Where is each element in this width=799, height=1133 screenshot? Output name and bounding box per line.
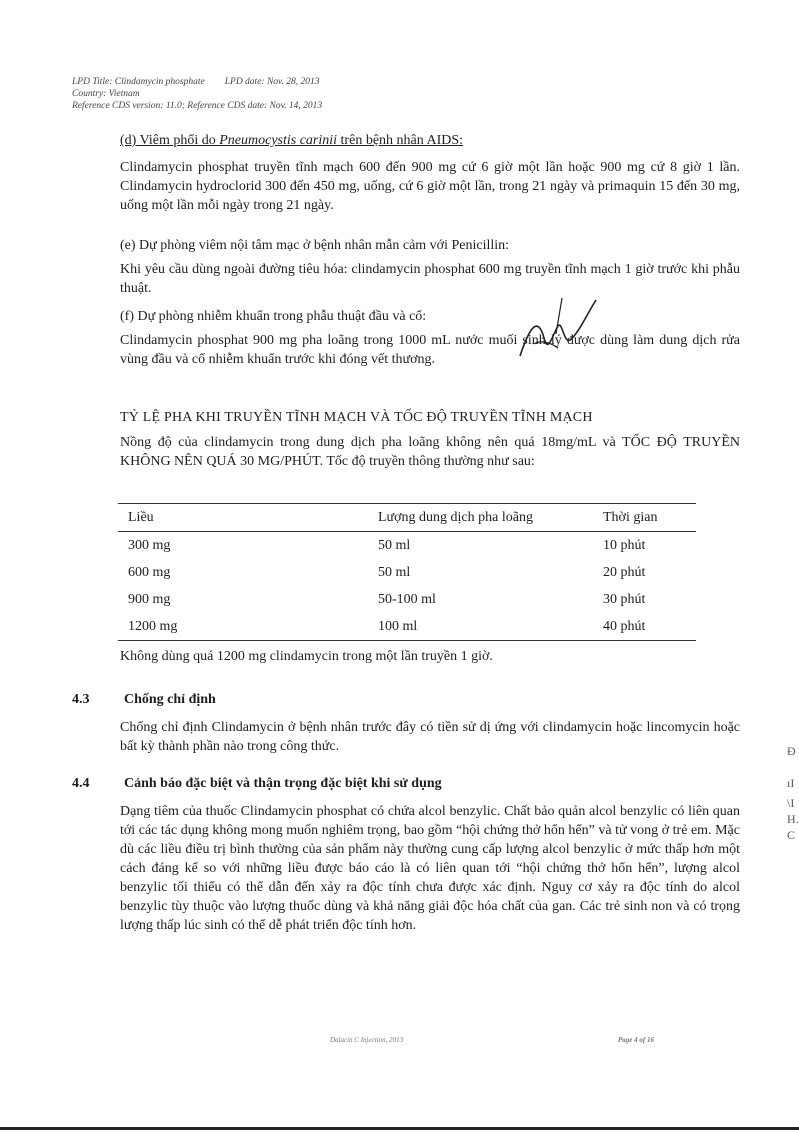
- footer-page-number: Page 4 of 16: [618, 1036, 654, 1044]
- header-date: LPD date: Nov. 28, 2013: [224, 77, 320, 87]
- table-cell: 300 mg: [128, 537, 171, 553]
- column-header: Liều: [128, 509, 154, 525]
- section-f-heading: (f) Dự phòng nhiễm khuẩn trong phẫu thuật đầu và cổ:: [120, 309, 427, 324]
- table-row: [118, 559, 696, 586]
- section-e: [120, 236, 740, 298]
- infusion-intro: Nồng độ của clindamycin trong dung dịch pha loãng không nên quá 18mg/mL và TỐC ĐỘ TRUYỀN KHÔNG NÊN QUÁ 30 MG/PHÚT. Tốc độ truyền thông thường như sau:: [120, 435, 740, 469]
- section-f-body: Clindamycin phosphat 900 mg pha loãng trong 1000 mL nước muối sinh lý được dùng làm dung dịch rửa vùng đầu và cổ nhiễm khuẩn trước khi đóng vết thương.: [120, 333, 740, 367]
- section-d: [120, 131, 740, 215]
- table-row: [118, 613, 696, 641]
- section-43-body: Chống chỉ định Clindamycin ở bệnh nhân trước đây có tiền sử dị ứng với clindamycin hoặc lincomycin hoặc bất kỳ thành phần nào trong công thức.: [120, 720, 740, 754]
- section-e-body: Khi yêu cầu dùng ngoài đường tiêu hóa: clindamycin phosphat 600 mg truyền tĩnh mạch 1 giờ trước khi phẫu thuật.: [120, 262, 740, 296]
- table-cell: 100 ml: [378, 618, 418, 634]
- document-header: [72, 76, 322, 112]
- edge-mark: ıI: [787, 776, 795, 790]
- table-cell: 50-100 ml: [378, 591, 436, 607]
- infusion-note-block: [120, 647, 740, 666]
- section-title: Chống chỉ định: [124, 692, 216, 707]
- header-reference: Reference CDS version: 11.0; Reference CDS date: Nov. 14, 2013: [72, 101, 323, 111]
- section-f: [120, 307, 740, 369]
- section-d-heading: (d) Viêm phổi do Pneumocystis carinii trên bệnh nhân AIDS:: [120, 133, 464, 148]
- edge-mark: \I: [787, 796, 795, 810]
- column-header: Thời gian: [603, 509, 658, 525]
- infusion-note: Không dùng quá 1200 mg clindamycin trong một lần truyền 1 giờ.: [120, 649, 493, 664]
- table-cell: 900 mg: [128, 591, 171, 607]
- section-44-body: Dạng tiêm của thuốc Clindamycin phosphat có chứa alcol benzylic. Chất bảo quản alcol benzylic có liên quan tới các tác dụng không mong muốn nghiêm trọng, bao gồm “hội chứng thở hổn hển” và tử vong ở trẻ em. Mặc dù các liều điều trị bình thường của sản phẩm này thường cung cấp lượng alcol benzylic ở mức thấp hơn một cách đáng kể so với những liều được báo cáo là có liên quan tới “hội chứng thở hổn hển”, lượng alcol benzylic tối thiểu có thể dẫn đến xảy ra độc tính chưa được xác định. Nguy cơ xảy ra độc tính do alcol benzylic tùy thuộc vào lượng thuốc dùng và khả năng giải độc hóa chất của gan. Các trẻ sinh non và có trọng lượng thấp lúc sinh có thể dễ phát triển độc tính hơn.: [120, 804, 740, 933]
- handwritten-signature: [500, 296, 610, 376]
- table-row: [118, 532, 696, 560]
- table-cell: 50 ml: [378, 537, 411, 553]
- edge-mark: H.: [787, 812, 799, 826]
- column-header: Lượng dung dịch pha loãng: [378, 509, 533, 525]
- table-cell: 50 ml: [378, 564, 411, 580]
- edge-mark: Ð: [787, 744, 796, 758]
- table-cell: 1200 mg: [128, 618, 178, 634]
- table-header-row: [118, 504, 696, 532]
- section-title: Cảnh báo đặc biệt và thận trọng đặc biệt khi sử dụng: [124, 776, 442, 791]
- header-country: Country: Vietnam: [72, 89, 140, 99]
- edge-mark: C: [787, 828, 796, 842]
- scan-edge-line: [0, 1127, 799, 1130]
- infusion-title: TỶ LỆ PHA KHI TRUYỀN TĨNH MẠCH VÀ TỐC ĐỘ TRUYỀN TĨNH MẠCH: [120, 410, 593, 425]
- section-d-body: Clindamycin phosphat truyền tĩnh mạch 600 đến 900 mg cứ 6 giờ một lần hoặc 900 mg cứ 8 giờ 1 lần. Clindamycin hydroclorid 300 đến 450 mg, uống, cứ 6 giờ một lần, trong 21 ngày và primaquin 15 đến 30 mg, uống một lần mỗi ngày trong 21 ngày.: [120, 160, 740, 213]
- section-number: 4.3: [72, 692, 90, 707]
- infusion-section: [120, 408, 740, 471]
- section-44-body-block: [120, 802, 740, 935]
- table-cell: 10 phút: [603, 537, 646, 553]
- infusion-table: [118, 503, 696, 641]
- section-e-heading: (e) Dự phòng viêm nội tâm mạc ở bệnh nhân mẫn cảm với Penicillin:: [120, 238, 510, 253]
- section-number: 4.4: [72, 776, 90, 791]
- footer-doc-name: Dalacin C Injection, 2013: [330, 1036, 404, 1044]
- table-cell: 30 phút: [603, 591, 646, 607]
- table-row: [118, 586, 696, 613]
- header-title: LPD Title: Clindamycin phosphate: [72, 77, 205, 87]
- table-cell: 20 phút: [603, 564, 646, 580]
- table-cell: 40 phút: [603, 618, 646, 634]
- section-43-body-block: [120, 718, 740, 756]
- table-cell: 600 mg: [128, 564, 171, 580]
